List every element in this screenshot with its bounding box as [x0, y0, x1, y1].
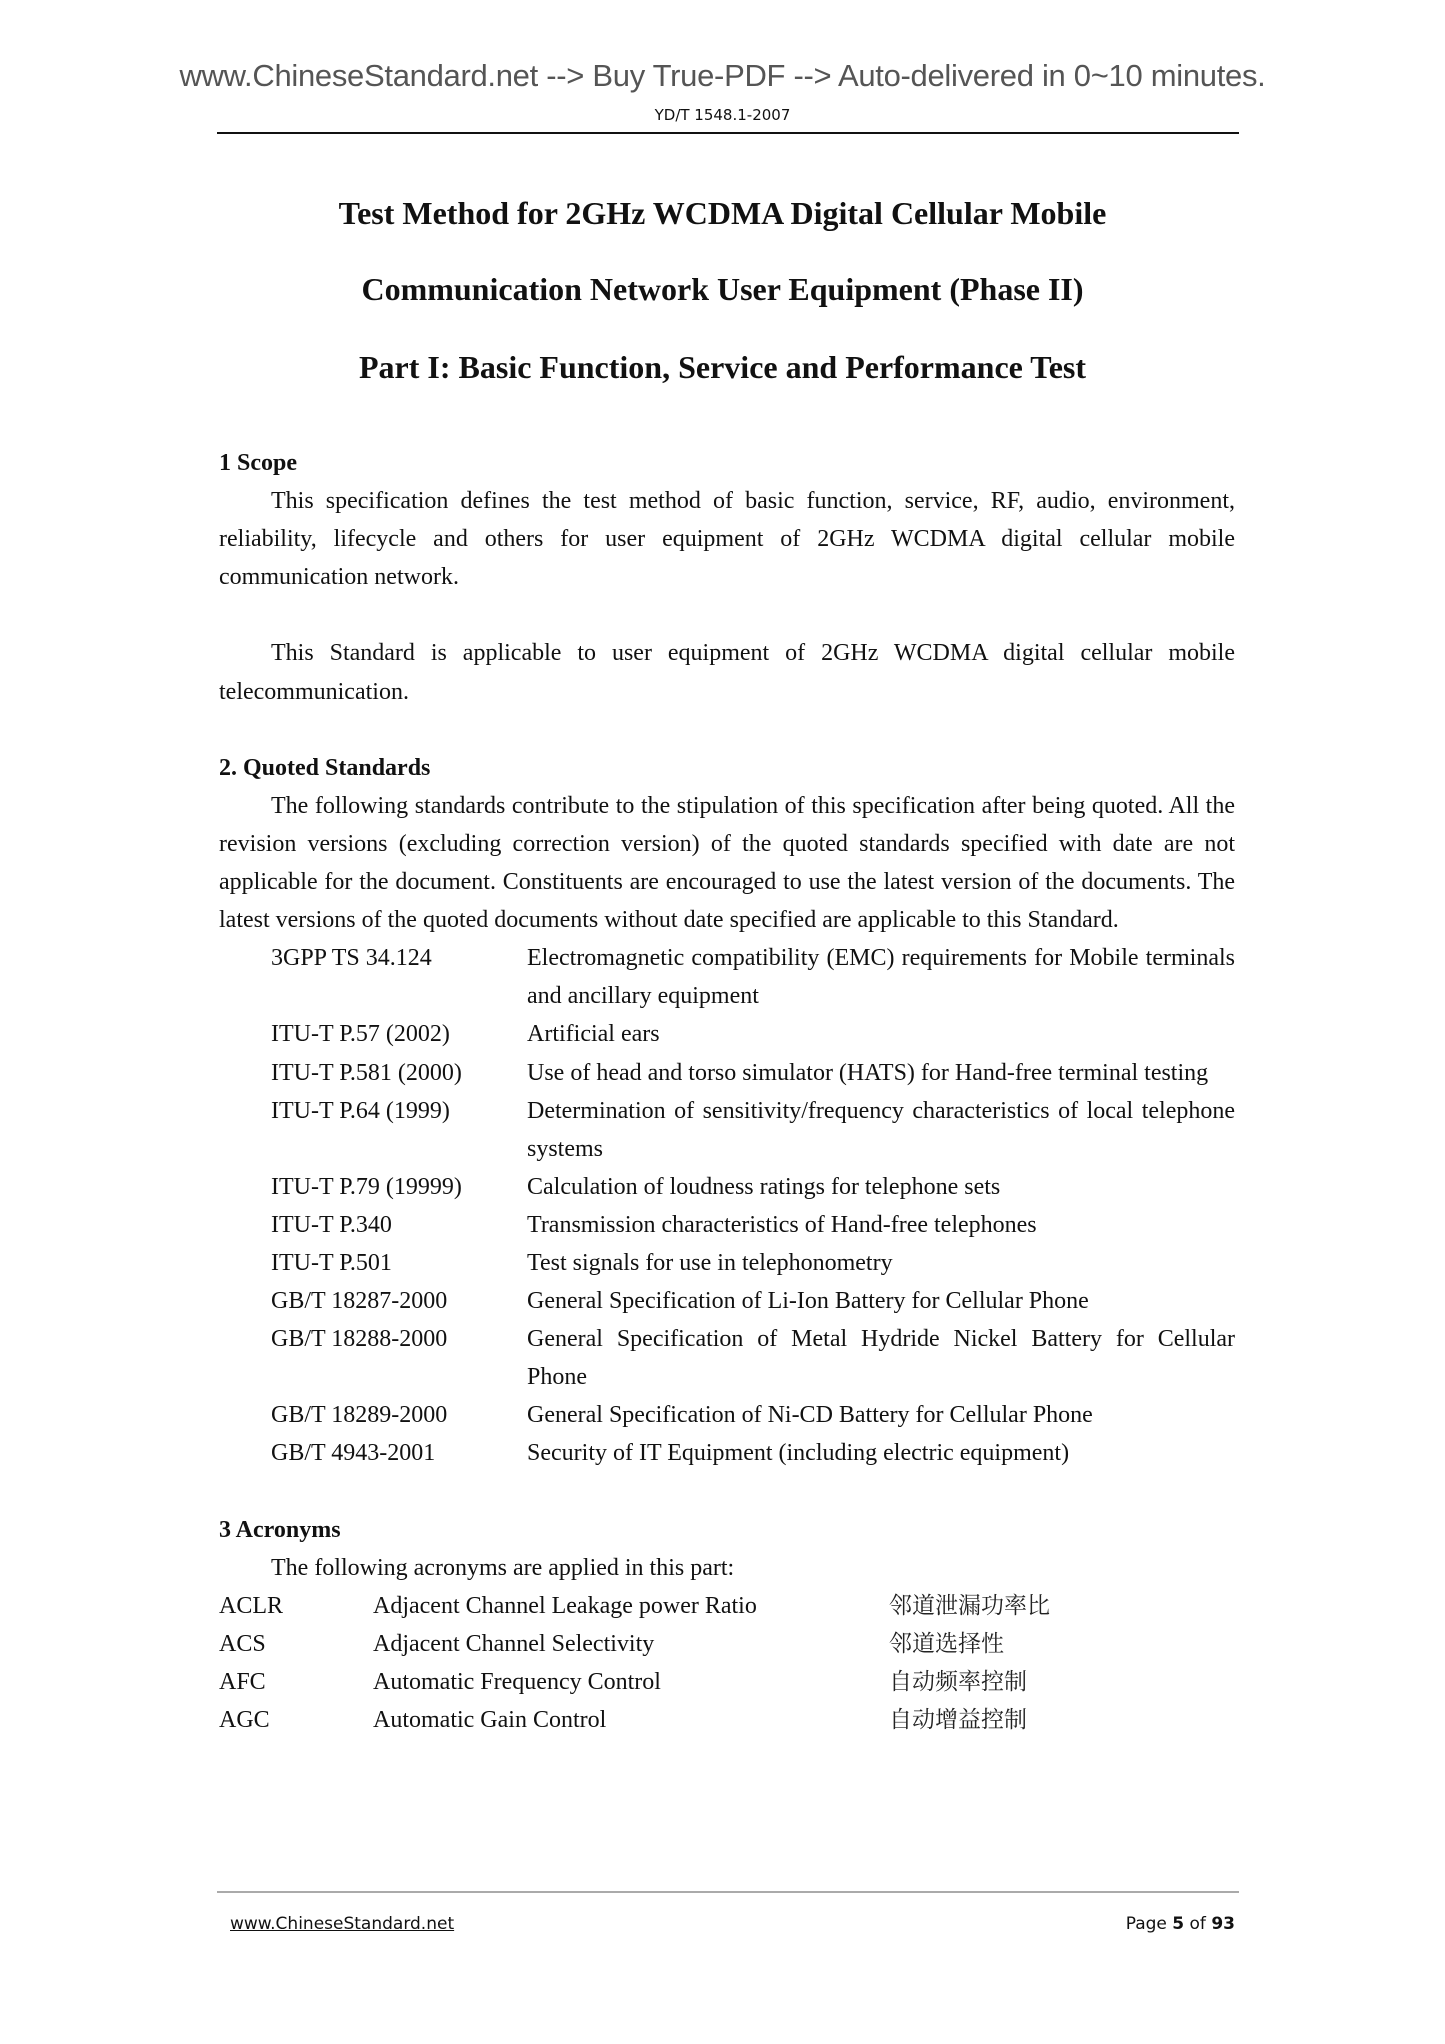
acronym-abbr: AFC	[219, 1669, 266, 1695]
reference-row	[219, 1054, 1235, 1092]
title-line-1: Test Method for 2GHz WCDMA Digital Cellular Mobile	[338, 195, 1107, 231]
acronym-english: Automatic Frequency Control	[373, 1669, 661, 1695]
title-line-3: Part I: Basic Function, Service and Performance Test	[359, 349, 1086, 385]
reference-title: General Specification of Li-Ion Battery for Cellular Phone	[527, 1288, 1089, 1315]
reference-row	[219, 1244, 1235, 1282]
scope-paragraph-1: This specification defines the test method of basic function, service, RF, audio, environment, reliability, lifecycle and others for user equipment of 2GHz WCDMA digital cellular mobile communication network.	[219, 488, 1235, 591]
reference-title: Test signals for use in telephonometry	[527, 1249, 893, 1276]
reference-code: ITU-T P.581 (2000)	[271, 1059, 462, 1086]
quoted-standards-paragraph: The following standards contribute to the stipulation of this specification after being quoted. All the revision versions (excluding correction version) of the quoted standards specified with date are not applicable for the document. Constituents are encouraged to use the latest version of the documents. The latest versions of the quoted documents without date specified are applicable to this Standard.	[219, 792, 1235, 934]
acronym-row	[219, 1625, 1235, 1663]
acronym-chinese: 自动增益控制	[889, 1707, 1027, 1734]
document-id: YD/T 1548.1-2007	[654, 106, 791, 124]
reference-code: ITU-T P.64 (1999)	[271, 1097, 450, 1124]
reference-title: Security of IT Equipment (including electric equipment)	[527, 1440, 1070, 1467]
reference-title: Artificial ears	[527, 1021, 660, 1048]
page-number	[1126, 1914, 1235, 1934]
acronym-row	[219, 1587, 1235, 1625]
page-label: Page	[1125, 1914, 1173, 1934]
footer-website-link[interactable]: www.ChineseStandard.net	[230, 1914, 455, 1934]
acronym-chinese: 邻道泄漏功率比	[889, 1592, 1050, 1619]
current-page: 5	[1172, 1914, 1185, 1934]
section-heading-acronyms: 3 Acronyms	[219, 1516, 341, 1543]
acronym-abbr: ACLR	[219, 1592, 284, 1619]
acronym-list	[219, 1587, 1235, 1739]
reference-row	[219, 1092, 1235, 1168]
section-heading-quoted-standards: 2. Quoted Standards	[219, 754, 431, 781]
acronym-english: Adjacent Channel Leakage power Ratio	[373, 1592, 757, 1619]
reference-code: 3GPP TS 34.124	[271, 945, 432, 972]
acronym-row	[219, 1701, 1235, 1739]
reference-code: GB/T 18287-2000	[271, 1288, 448, 1315]
promo-banner: www.ChineseStandard.net --> Buy True-PDF --> Auto-delivered in 0~10 minutes.	[179, 58, 1266, 93]
reference-code: ITU-T P.340	[271, 1211, 392, 1238]
reference-title: Electromagnetic compatibility (EMC) requirements for Mobile terminals and ancillary equipment	[527, 945, 1235, 1010]
reference-code: GB/T 18289-2000	[271, 1402, 448, 1429]
page-of-label: of	[1184, 1914, 1212, 1934]
reference-title: General Specification of Metal Hydride Nickel Battery for Cellular Phone	[527, 1326, 1235, 1391]
acronym-english: Automatic Gain Control	[373, 1707, 607, 1734]
reference-list	[219, 939, 1235, 1472]
reference-row	[219, 1320, 1235, 1396]
reference-code: ITU-T P.501	[271, 1249, 392, 1276]
reference-title: Determination of sensitivity/frequency characteristics of local telephone systems	[527, 1097, 1235, 1162]
reference-row	[219, 1015, 1235, 1053]
reference-row	[219, 1434, 1235, 1472]
acronym-chinese: 邻道选择性	[889, 1630, 1004, 1657]
reference-code: ITU-T P.57 (2002)	[271, 1021, 450, 1048]
title-line-2: Communication Network User Equipment (Phase II)	[361, 271, 1084, 307]
reference-title: Transmission characteristics of Hand-free telephones	[527, 1211, 1037, 1238]
total-pages: 93	[1211, 1914, 1235, 1934]
reference-row	[219, 1206, 1235, 1244]
reference-row	[219, 1282, 1235, 1320]
reference-code: GB/T 4943-2001	[271, 1440, 436, 1467]
acronym-abbr: AGC	[219, 1707, 270, 1734]
scope-paragraph-2: This Standard is applicable to user equipment of 2GHz WCDMA digital cellular mobile telecommunication.	[219, 640, 1235, 705]
acronyms-intro: The following acronyms are applied in this part:	[271, 1554, 735, 1581]
acronym-english: Adjacent Channel Selectivity	[373, 1630, 655, 1657]
acronym-row	[219, 1663, 1235, 1701]
section-heading-scope: 1 Scope	[219, 450, 297, 476]
document-body	[219, 444, 1235, 1739]
reference-row	[219, 1168, 1235, 1206]
header-divider	[217, 132, 1239, 134]
reference-title: General Specification of Ni-CD Battery for Cellular Phone	[527, 1402, 1093, 1429]
reference-code: GB/T 18288-2000	[271, 1326, 448, 1353]
acronym-chinese: 自动频率控制	[889, 1669, 1027, 1695]
reference-title: Use of head and torso simulator (HATS) for Hand-free terminal testing	[527, 1059, 1209, 1086]
reference-code: ITU-T P.79 (19999)	[271, 1173, 462, 1200]
reference-title: Calculation of loudness ratings for telephone sets	[527, 1173, 1001, 1200]
reference-row	[219, 1396, 1235, 1434]
footer-divider	[217, 1891, 1239, 1893]
acronym-abbr: ACS	[219, 1630, 266, 1657]
reference-row	[219, 939, 1235, 1015]
